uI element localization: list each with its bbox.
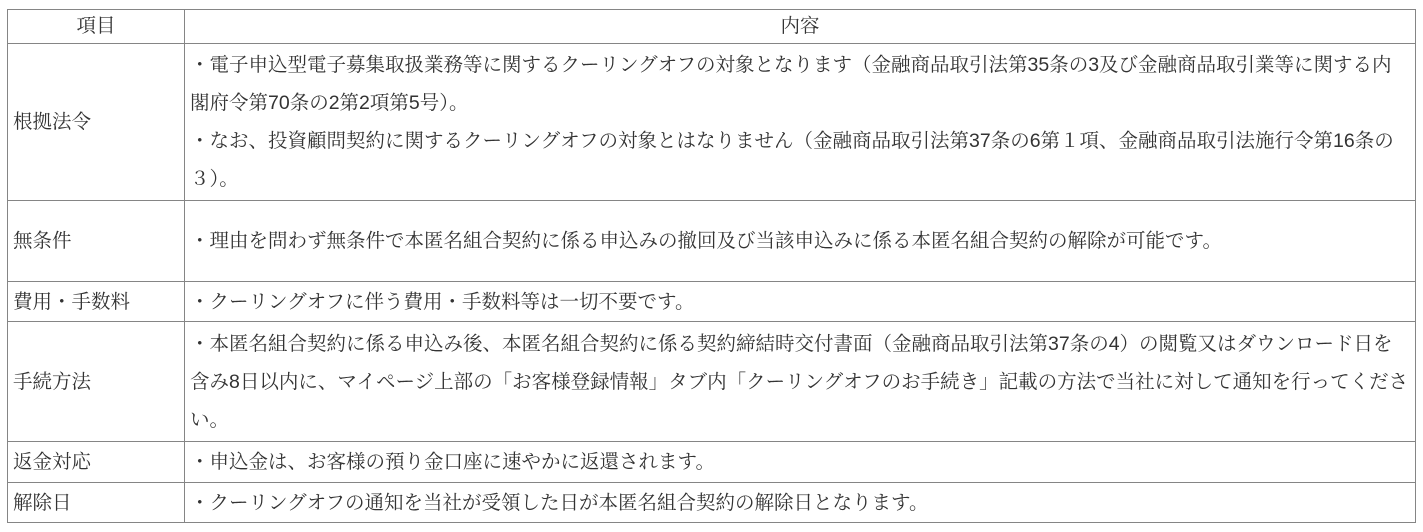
item-cell: 無条件	[8, 201, 185, 282]
content-paragraph: ・申込金は、お客様の預り金口座に速やかに返還されます。	[190, 451, 715, 473]
item-cell: 費用・手数料	[8, 282, 185, 322]
table-row	[8, 483, 1416, 523]
content-paragraph: ・理由を問わず無条件で本匿名組合契約に係る申込みの撤回及び当該申込みに係る本匿名組合契約の解除が可能です。	[190, 230, 1222, 252]
content-cell	[185, 282, 1416, 322]
content-paragraph: ・クーリングオフの通知を当社が受領した日が本匿名組合契約の解除日となります。	[190, 491, 929, 514]
header-cell-item: 項目	[8, 10, 185, 44]
table-header	[8, 10, 1416, 44]
content-paragraph: ・なお、投資顧問契約に関するクーリングオフの対象とはなりません（金融商品取引法第37条の6第１項、金融商品取引法施行令第16条の３）。	[190, 130, 1394, 190]
header-cell-content: 内容	[185, 10, 1416, 44]
table-row	[8, 322, 1416, 442]
table-body	[8, 44, 1416, 523]
content-cell	[185, 322, 1416, 442]
item-cell: 根拠法令	[8, 44, 185, 201]
header-row	[8, 10, 1416, 44]
item-cell: 返金対応	[8, 442, 185, 483]
table-row	[8, 442, 1416, 483]
content-cell	[185, 483, 1416, 523]
content-cell	[185, 442, 1416, 483]
cooling-off-table	[7, 9, 1416, 523]
content-cell	[185, 201, 1416, 282]
table-row	[8, 282, 1416, 322]
table-row	[8, 201, 1416, 282]
item-cell: 手続方法	[8, 322, 185, 442]
item-cell: 解除日	[8, 483, 185, 523]
content-paragraph: ・クーリングオフに伴う費用・手数料等は一切不要です。	[190, 290, 695, 313]
content-cell	[185, 44, 1416, 201]
content-paragraph: ・本匿名組合契約に係る申込み後、本匿名組合契約に係る契約締結時交付書面（金融商品取引法第37条の4）の閲覧又はダウンロード日を含み8日以内に、マイページ上部の「お客様登録情報」タブ内「クーリングオフのお手続き」記載の方法で当社に対して通知を行ってください。	[190, 332, 1409, 431]
content-paragraph: ・電子申込型電子募集取扱業務等に関するクーリングオフの対象となります（金融商品取引法第35条の3及び金融商品取引業等に関する内閣府令第70条の2第2項第5号）。	[190, 54, 1392, 114]
table-row	[8, 44, 1416, 201]
